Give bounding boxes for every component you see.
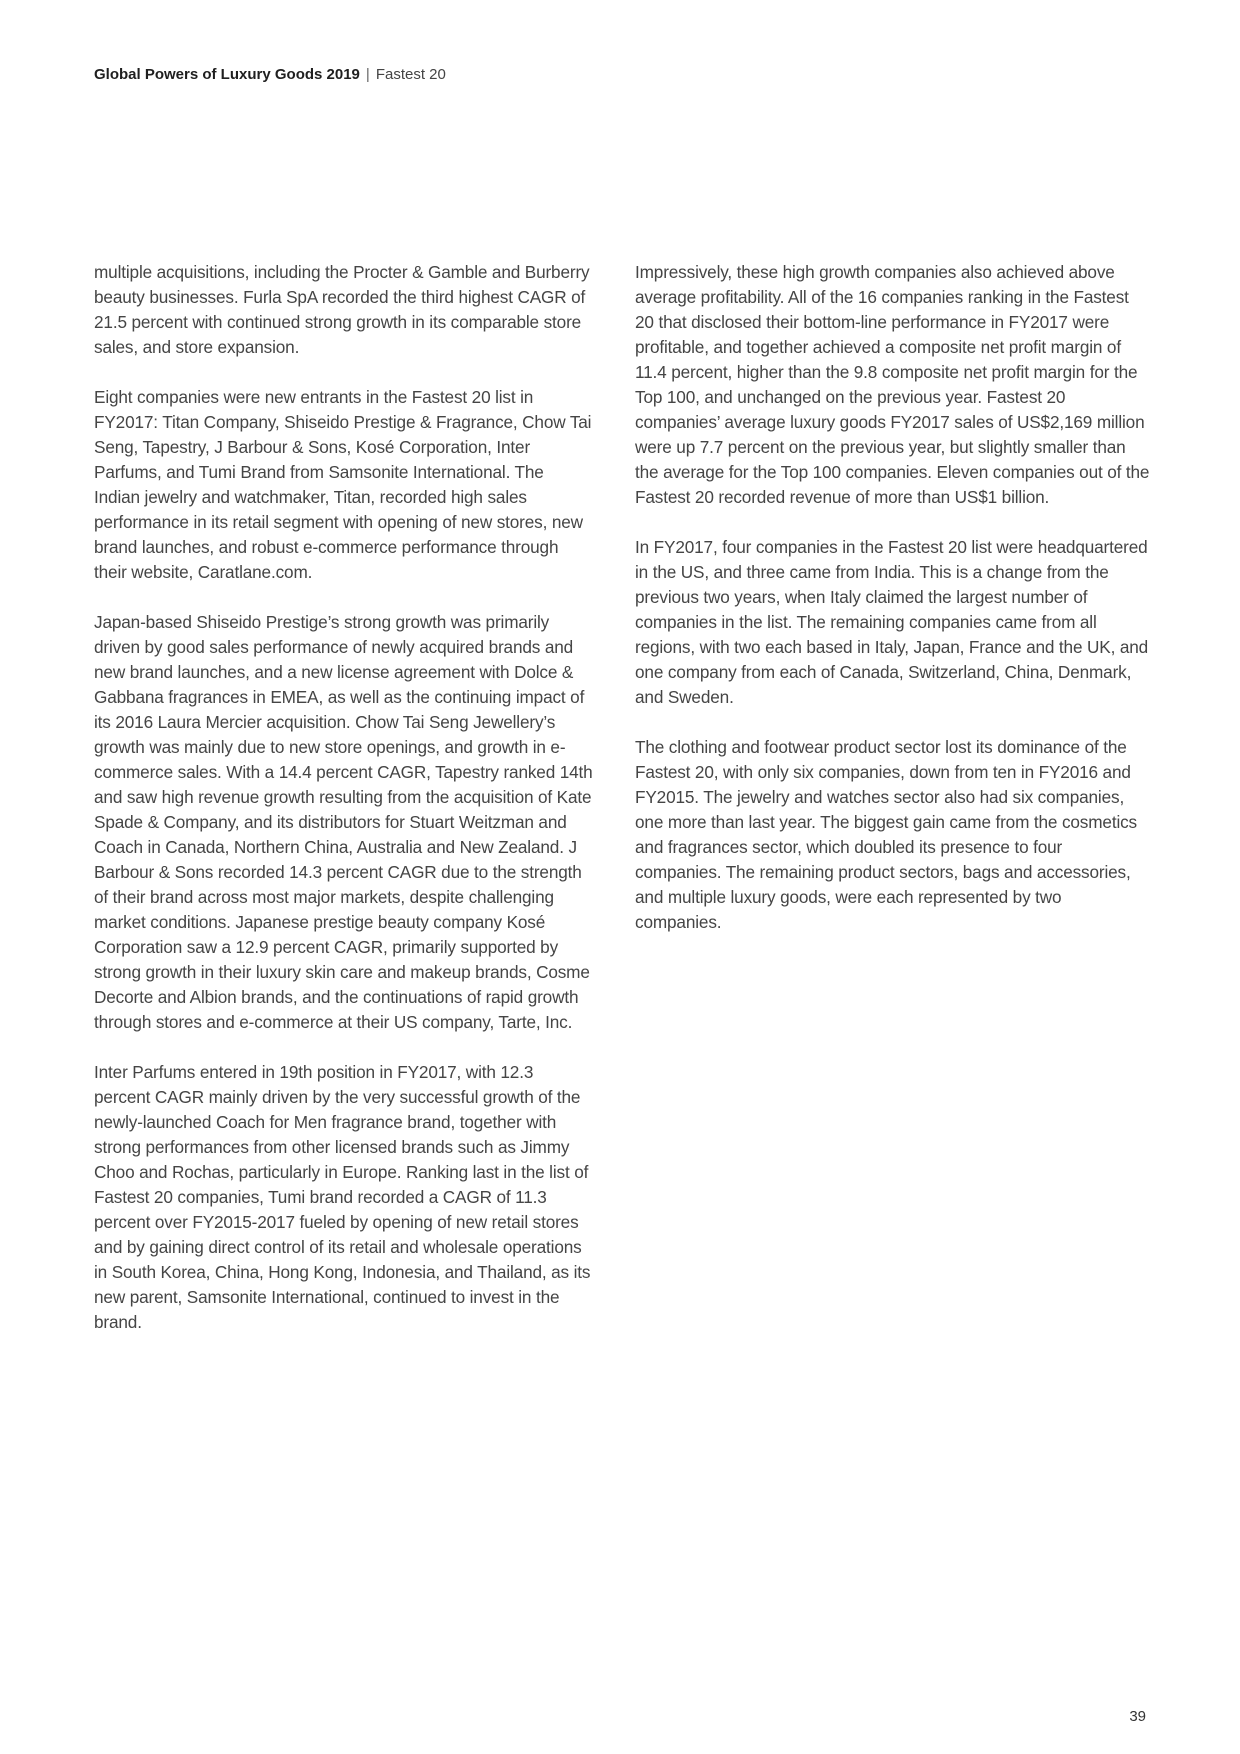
left-text-column — [94, 260, 594, 1360]
right-paragraph-3: The clothing and footwear product sector lost its dominance of the Fastest 20, with only six companies, down from ten in FY2016 and FY2015. The jewelry and watches sector also had six companies, one more than last year. The biggest gain came from the cosmetics and fragrances sector, which doubled its presence to four companies. The remaining product sectors, bags and accessories, and multiple luxury goods, were each represented by two companies. — [635, 737, 1137, 932]
running-header — [94, 66, 446, 83]
publication-title: Global Powers of Luxury Goods 2019 — [94, 66, 360, 83]
left-paragraph-2: Eight companies were new entrants in the Fastest 20 list in FY2017: Titan Company, Shiseido Prestige & Fragrance, Chow Tai Seng, Tapestry, J Barbour & Sons, Kosé Corporation, Inter Parfums, and Tumi Brand from Samsonite International. The Indian jewelry and watchmaker, Titan, recorded high sales performance in its retail segment with opening of new stores, new brand launches, and robust e-commerce performance through their website, Caratlane.com. — [94, 387, 592, 582]
right-paragraph-2: In FY2017, four companies in the Fastest 20 list were headquartered in the US, and three came from India. This is a change from the previous two years, when Italy claimed the largest number of companies in the list. The remaining companies came from all regions, with two each based in Italy, Japan, France and the UK, and one company from each of Canada, Switzerland, China, Denmark, and Sweden. — [635, 537, 1149, 707]
right-paragraph-1: Impressively, these high growth companies also achieved above average profitability. All of the 16 companies ranking in the Fastest 20 that disclosed their bottom-line performance in FY2017 were profitable, and together achieved a composite net profit margin of 11.4 percent, higher than the 9.8 composite net profit margin for the Top 100, and unchanged on the previous year. Fastest 20 companies’ average luxury goods FY2017 sales of US$2,169 million were up 7.7 percent on the previous year, but slightly smaller than the average for the Top 100 companies. Eleven companies out of the Fastest 20 recorded revenue of more than US$1 billion. — [635, 262, 1150, 507]
section-name: Fastest 20 — [375, 66, 446, 83]
left-paragraph-4: Inter Parfums entered in 19th position in FY2017, with 12.3 percent CAGR mainly driven by the very successful growth of the newly-launched Coach for Men fragrance brand, together with strong performances from other licensed brands such as Jimmy Choo and Rochas, particularly in Europe. Ranking last in the list of Fastest 20 companies, Tumi brand recorded a CAGR of 11.3 percent over FY2015-2017 fueled by opening of new retail stores and by gaining direct control of its retail and wholesale operations in South Korea, China, Hong Kong, Indonesia, and Thailand, as its new parent, Samsonite International, continued to invest in the brand. — [94, 1062, 591, 1332]
left-paragraph-3: Japan-based Shiseido Prestige’s strong growth was primarily driven by good sales performance of newly acquired brands and new brand launches, and a new license agreement with Dolce & Gabbana fragrances in EMEA, as well as the continuing impact of its 2016 Laura Mercier acquisition. Chow Tai Seng Jewellery’s growth was mainly due to new store openings, and growth in e-commerce sales. With a 14.4 percent CAGR, Tapestry ranked 14th and saw high revenue growth resulting from the acquisition of Kate Spade & Company, and its distributors for Stuart Weitzman and Coach in Canada, Northern China, Australia and New Zealand. J Barbour & Sons recorded 14.3 percent CAGR due to the strength of their brand across most major markets, despite challenging market conditions. Japanese prestige beauty company Kosé Corporation saw a 12.9 percent CAGR, primarily supported by strong growth in their luxury skin care and makeup brands, Cosme Decorte and Albion brands, and the continuations of rapid growth through stores and e-commerce at their US company, Tarte, Inc. — [94, 612, 593, 1032]
left-paragraph-1: multiple acquisitions, including the Procter & Gamble and Burberry beauty businesses. Furla SpA recorded the third highest CAGR of 21.5 percent with continued strong growth in its comparable store sales, and store expansion. — [94, 262, 590, 357]
page-number: 39 — [1129, 1708, 1146, 1725]
header-separator: | — [365, 66, 370, 83]
right-text-column — [635, 260, 1150, 960]
